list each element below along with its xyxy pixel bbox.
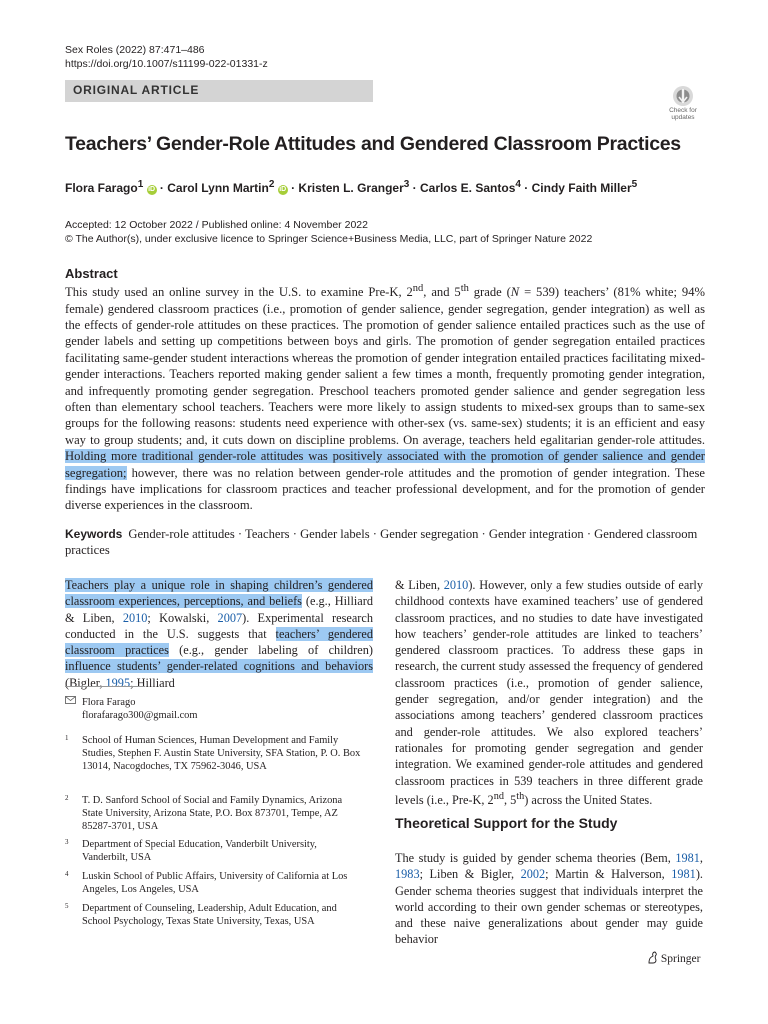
orcid-icon[interactable]: iD — [148, 186, 156, 193]
affiliation-number: 1 — [65, 734, 69, 742]
author-affiliation-mark: 2 — [268, 179, 275, 190]
doi-link[interactable]: https://doi.org/10.1007/s11199-022-01331-z — [65, 58, 268, 70]
citation-link[interactable]: 2002 — [520, 867, 546, 882]
article-title: Teachers’ Gender-Role Attitudes and Gendered Classroom Practices — [65, 133, 681, 155]
article-type-label: ORIGINAL ARTICLE — [73, 83, 200, 97]
author-affiliation-mark: 3 — [403, 179, 410, 190]
author-name[interactable]: Flora Farago — [65, 181, 138, 195]
published-date: / Published online: 4 November 2022 — [195, 219, 368, 231]
publication-dates — [65, 218, 592, 246]
correspondence-email[interactable]: florafarago300@gmail.com — [82, 710, 198, 722]
correspondence — [65, 696, 365, 722]
citation-link[interactable]: 1995 — [105, 675, 131, 690]
intro-paragraph-continued: & Liben, 2010). However, only a few studies outside of early childhood contexts have examined teachers’ use of gendered classroom practices, and no studies to date have investigated how teachers’ gender-role attitudes are linked to teachers’ gendered classroom practices. To address these gaps in research, the current study assessed the frequency of gendered classroom practices (i.e., promotion of gender salience, gender segregation, and/or gender integration) and the associations among teachers’ gendered classroom practices and gender-role attitudes. We also explored teachers’ rationales for promoting gender segregation and gender integration. We examined gender-role attitudes and gendered classroom practices in 539 teachers in three different grade levels (i.e., Pre-K, 2nd, 5th) across the United States. — [395, 578, 703, 807]
highlighted-text[interactable]: Teachers play a unique role in shaping children’s gendered classroom experiences, perceptions, and beliefs — [65, 578, 373, 609]
affiliation-text: Department of Counseling, Leadership, Adult Education, and School Psychology, Texas State University, Texas, USA — [82, 903, 337, 928]
author-affiliation-mark: 5 — [631, 179, 638, 190]
abstract-heading: Abstract — [65, 266, 118, 281]
citation-link[interactable]: 1981 — [675, 851, 700, 865]
publisher-logo — [647, 951, 700, 965]
affiliation-text: T. D. Sanford School of Social and Family Dynamics, Arizona State University, Arizona State, P.O. Box 873701, Tempe, AZ 85287-3701, USA — [82, 795, 343, 833]
citation-link[interactable]: 2007 — [217, 610, 243, 625]
footnote-divider — [65, 686, 145, 687]
affiliation-number: 4 — [65, 870, 69, 878]
journal-citation: Sex Roles (2022) 87:471–486 — [65, 44, 205, 56]
highlighted-text[interactable]: Holding more traditional gender-role attitudes was positively associated with the promotion of gender salience and gender segregation; — [65, 449, 705, 480]
section-heading: Theoretical Support for the Study — [395, 815, 618, 831]
author-name[interactable]: Carol Lynn Martin — [167, 181, 269, 195]
author-name[interactable]: Cindy Faith Miller — [531, 181, 632, 195]
springer-horse-icon — [647, 951, 658, 964]
author-name[interactable]: Carlos E. Santos — [420, 181, 516, 195]
publisher-name: Springer — [660, 953, 701, 965]
correspondence-name: Flora Farago — [82, 697, 136, 708]
affiliation-text: Department of Special Education, Vanderbilt University, Vanderbilt, USA — [82, 839, 317, 864]
affiliation-item — [65, 734, 365, 774]
check-updates-icon — [672, 85, 694, 107]
keywords-list: Gender-role attitudes · Teachers · Gender labels · Gender segregation · Gender integration · Gendered classroom practices — [65, 527, 698, 558]
citation-link[interactable]: 2010 — [443, 578, 469, 592]
author-affiliation-mark: 1 — [137, 179, 144, 190]
highlighted-text[interactable]: influence students’ gender-related cognitions and behaviors — [65, 659, 373, 674]
orcid-icon[interactable]: iD — [279, 186, 287, 193]
author-list: Flora Farago$^1$ iD · Carol Lynn Martin$^2$ iD · Kristen L. Granger$^3$ · Carlos E. Santos$^4$ · Cindy Faith Miller$^5$ — [65, 179, 638, 195]
citation-link[interactable]: 2010 — [122, 610, 148, 625]
keywords-label: Keywords — [65, 527, 123, 541]
author-affiliation-mark: 4 — [515, 179, 521, 190]
author-name[interactable]: Kristen L. Granger — [298, 181, 404, 195]
keywords — [65, 526, 705, 559]
section-paragraph: The study is guided by gender schema theories (Bem, 1981, 1983; Liben & Bigler, 2002; Martin & Halverson, 1981). Gender schema theories suggest that individuals interpret the world according to their own gender schemas or stereotypes, and these naive generalizations about gender may guide behavior — [395, 851, 703, 947]
affiliation-item — [65, 902, 365, 928]
abstract-text: This study used an online survey in the U.S. to examine Pre-K, 2nd, and 5th grade (N = 539) teachers’ (81% white; 94% female) gendered classroom practices (i.e., promotion of gender salience, gender segregation, gender integration) as well as the effects of gender-role attitudes on these practices. The promotion of gender salience entailed practices such as the use of gender labels and setting up competitions between boys and girls. The promotion of gender segregation entailed practices facilitating same-gender student interactions whereas the promotion of gender integration entailed practices facilitating mixed-gender interactions. Teachers reported making gender salient a few times a month, frequently promoting gender integration, and infrequently promoting gender segregation. Preschool teachers promoted gender salience and gender segregation less often than elementary school teachers. Teachers were more likely to assign students to mixed-sex groups than to same-sex groups for the following reasons: students need experience with other-sex (vs. same-sex) students; it is an efficient and easy way to group students; and, it cuts down on discipline problems. On average, teachers held egalitarian gender-role attitudes. Holding more traditional gender-role attitudes was positively associated with the promotion of gender salience and gender segregation; however, there was no relation between gender-role attitudes and the promotion of gender integration. These findings have implications for classroom practices and teacher professional development, and for the promotion of gender diverse experiences in the classroom. — [65, 283, 705, 513]
citation-link[interactable]: 1983 — [395, 867, 420, 882]
affiliation-item — [65, 794, 365, 834]
envelope-icon — [65, 696, 76, 709]
copyright-notice: © The Author(s), under exclusive licence to Springer Science+Business Media, LLC, part of Springer Nature 2022 — [65, 233, 593, 245]
affiliation-number: 3 — [65, 838, 69, 846]
intro-paragraph: Teachers play a unique role in shaping children’s gendered classroom experiences, perceptions, and beliefs (e.g., Hilliard & Liben, 2010; Kowalski, 2007). Experimental research conducted in the U.S. suggests that teachers’ gendered classroom practices (e.g., gender labeling of children) influence students’ gender-related cognitions and behaviors (Bigler, 1995; Hilliard — [65, 578, 373, 690]
affiliation-item — [65, 838, 365, 864]
affiliation-text: Luskin School of Public Affairs, University of California at Los Angeles, Los Angeles, USA — [82, 871, 348, 896]
article-type-bar — [65, 80, 373, 102]
affiliation-number: 5 — [65, 902, 69, 910]
affiliation-text: School of Human Sciences, Human Development and Family Studies, Stephen F. Austin State University, SFA Station, P. O. Box 13014, Nacogdoches, TX 75962-3046, USA — [82, 735, 361, 773]
journal-reference — [65, 43, 268, 71]
citation-link[interactable]: 1981 — [671, 867, 696, 882]
check-updates-label: Check for updates — [669, 107, 697, 121]
check-for-updates-badge[interactable] — [664, 85, 702, 123]
accepted-date: Accepted: 12 October 2022 — [65, 219, 193, 231]
affiliation-item — [65, 870, 365, 896]
affiliation-number: 2 — [65, 794, 69, 802]
highlighted-text[interactable]: teachers’ gendered classroom practices — [65, 626, 373, 658]
